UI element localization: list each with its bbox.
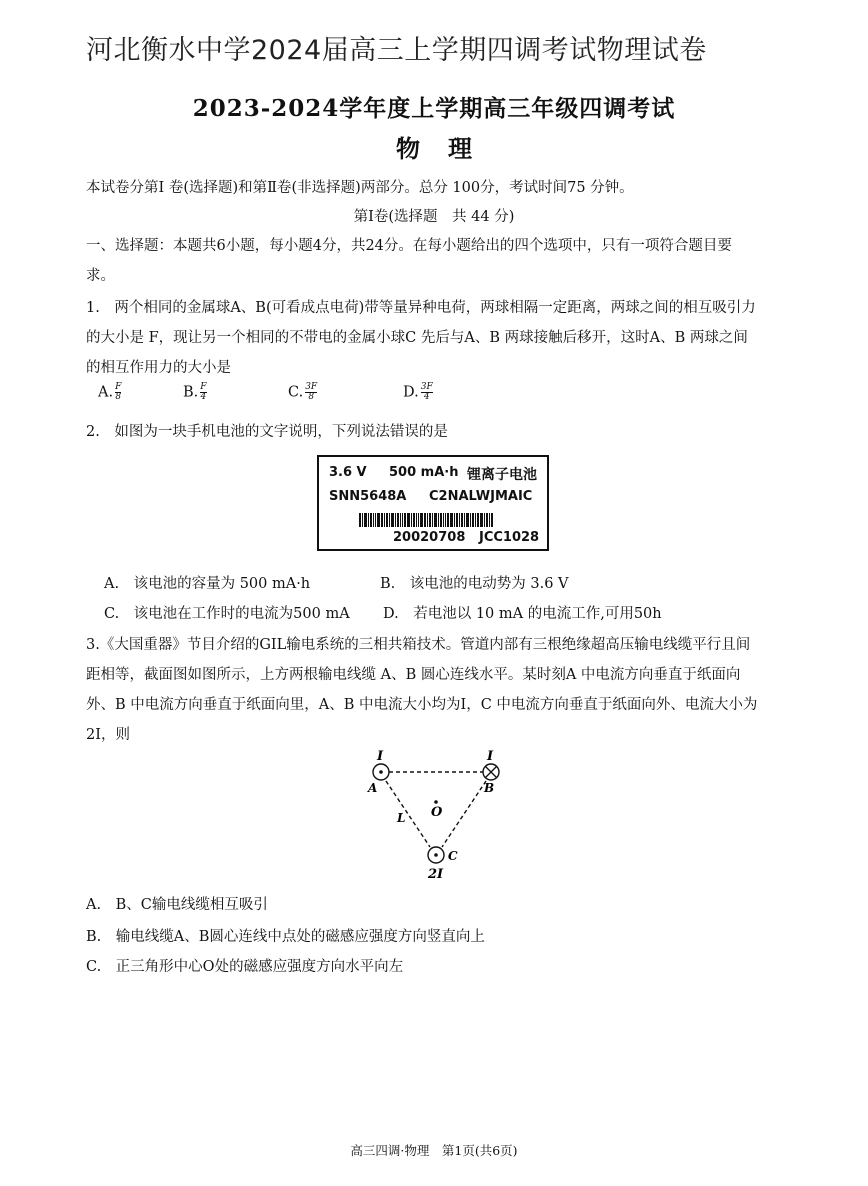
q3-line2: 距相等，截面图如图所示，上方两根输电线缆 A、B 圆心连线水平。某时刻A 中电流方向垂直于纸面向	[86, 667, 741, 683]
q2-option-d: D. 若电池以 10 mA 的电流工作,可用50h	[383, 606, 662, 622]
subject-title: 物理	[396, 134, 500, 163]
battery-serial: JCC1028	[479, 530, 540, 545]
battery-label-figure	[317, 455, 549, 551]
cable-b	[483, 764, 499, 780]
label-c: C	[448, 849, 458, 863]
cable-a	[373, 764, 389, 780]
q2-option-c: C. 该电池在工作时的电流为500 mA	[104, 606, 350, 622]
q3-line3: 外、B 中电流方向垂直于纸面向里，A、B 中电流大小均为I，C 中电流方向垂直于纸面向外、电流大小为	[86, 697, 758, 713]
battery-capacity: 500 mA·h	[389, 465, 459, 480]
header-title: 河北衡水中学2024届高三上学期四调考试物理试卷	[86, 35, 707, 66]
page-footer: 高三四调·物理 第1页(共6页)	[350, 1143, 518, 1158]
barcode-graphic	[359, 513, 537, 527]
label-a: A	[368, 781, 378, 795]
q1-line1: 1. 两个相同的金属球A、B(可看成点电荷)带等量异种电荷，两球相隔一定距离，两球之间的相互吸引力	[86, 300, 756, 316]
q1-option-c: C. $\frac{3F}{8}$	[288, 382, 318, 402]
q3-option-b: B. 输电线缆A、B圆心连线中点处的磁感应强度方向竖直向上	[86, 929, 485, 945]
label-o: O	[431, 805, 443, 820]
part1-line2: 求。	[86, 268, 115, 284]
cable-cross-section-figure	[350, 745, 520, 885]
part1-line1: 一、选择题：本题共6小题，每小题4分，共24分。在每小题给出的四个选项中，只有一项符合题目要	[86, 238, 732, 254]
q1-line3: 的相互作用力的大小是	[86, 360, 231, 376]
intro-text: 本试卷分第Ⅰ 卷(选择题)和第Ⅱ卷(非选择题)两部分。总分 100分，考试时间75 分钟。	[86, 180, 634, 196]
q1-line2: 的大小是 F，现让另一个相同的不带电的金属小球C 先后与A、B 两球接触后移开，这时A、B 两球之间	[86, 330, 748, 346]
q2-option-b: B. 该电池的电动势为 3.6 V	[380, 576, 569, 592]
center-point-o	[434, 800, 438, 804]
label-2i: 2I	[428, 867, 444, 882]
q2-stem: 2. 如图为一块手机电池的文字说明，下列说法错误的是	[86, 424, 448, 440]
battery-voltage: 3.6 V	[329, 465, 367, 480]
section-title: 第Ⅰ卷(选择题 共 44 分)	[353, 209, 515, 225]
q1-option-a: A. $\frac{F}{8}$	[98, 382, 122, 402]
exam-title: 2023-2024学年度上学期高三年级四调考试	[192, 95, 676, 122]
q3-option-a: A. B、C输电线缆相互吸引	[86, 897, 268, 913]
battery-date: 20020708	[393, 530, 466, 545]
q1-option-d: D. $\frac{3F}{4}$	[403, 382, 433, 402]
q2-option-a: A. 该电池的容量为 500 mA·h	[104, 576, 311, 592]
battery-model: SNN5648A	[329, 489, 407, 504]
battery-type: 锂离子电池	[467, 467, 537, 483]
label-l: L	[397, 811, 406, 825]
q3-line4: 2I，则	[86, 727, 130, 743]
cable-c	[428, 847, 444, 863]
label-i-b: I	[487, 749, 494, 764]
battery-code: C2NALWJMAIC	[429, 489, 533, 504]
q3-line1: 3.《大国重器》节目介绍的GIL输电系统的三相共箱技术。管道内部有三根绝缘超高压输电线缆平行且间	[86, 637, 751, 653]
label-b: B	[484, 781, 495, 795]
q3-option-c: C. 正三角形中心O处的磁感应强度方向水平向左	[86, 959, 404, 975]
q1-option-b: B. $\frac{F}{4}$	[183, 382, 207, 402]
label-i-a: I	[377, 749, 384, 764]
